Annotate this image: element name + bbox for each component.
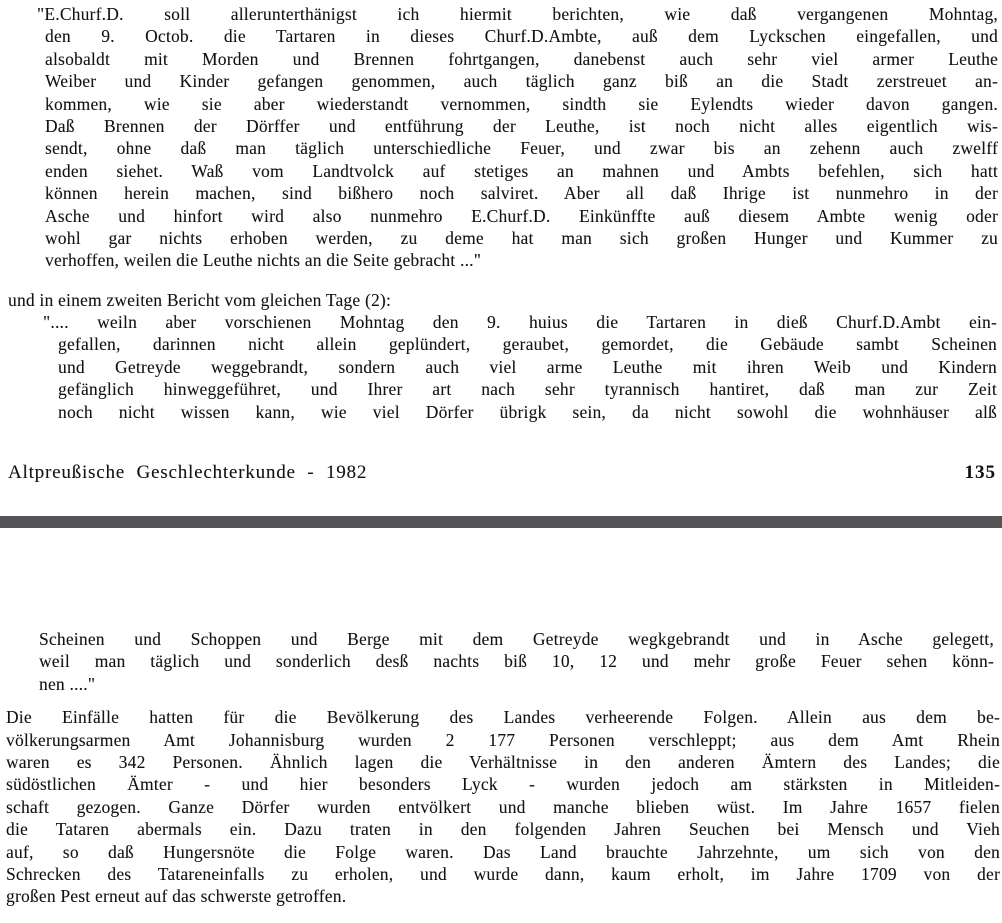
journal-title: Altpreußische Geschlechterkunde - 1982 — [8, 462, 368, 484]
text-line: südöstlichen Ämter - und hier besonders Lyck - wurden jedoch am stärksten in Mitleiden- — [6, 774, 1000, 795]
text-line: großen Pest erneut auf das schwerste getroffen. — [6, 886, 347, 907]
text-line: verhoffen, weilen die Leuthe nichts an die Seite gebracht ..." — [45, 250, 482, 271]
text-line: wohl gar nichts erhoben werden, zu deme hat man sich großen Hunger und Kummer zu — [45, 227, 998, 248]
text-line: schaft gezogen. Ganze Dörfer wurden entvölkert und manche blieben wüst. Im Jahre 1657 fielen — [6, 796, 1000, 817]
text-line: noch nicht wissen kann, wie viel Dörfer übrigk sein, da nicht sowohl die wohnhäuser alß — [58, 401, 997, 422]
text-line: die Tataren abermals ein. Dazu traten in den folgenden Jahren Seuchen bei Mensch und Vieh — [6, 819, 1000, 840]
text-line: nen ...." — [39, 673, 96, 694]
text-line: auf, so daß Hungersnöte die Folge waren. Das Land brauchte Jahrzehnte, um sich von den — [6, 841, 1000, 862]
page-number: 135 — [964, 462, 996, 484]
text-line: Schrecken des Tatareneinfalls zu erholen, und wurde dann, kaum erholt, im Jahre 1709 von der — [6, 863, 1000, 884]
text-line: Daß Brennen der Dörffer und entführung der Leuthe, ist noch nicht alles eigentlich wis- — [45, 115, 998, 136]
text-line: weil man täglich und sonderlich desß nachts biß 10, 12 und mehr große Feuer sehen könn- — [39, 651, 994, 672]
text-line: alsobaldt mit Morden und Brennen fohrtgangen, danebenst auch sehr viel armer Leuthe — [45, 48, 998, 69]
text-line: und in einem zweiten Bericht vom gleichen Tage (2): — [8, 289, 392, 310]
text-line: waren es 342 Personen. Ähnlich lagen die Verhältnisse in den anderen Ämtern des Landes; die — [6, 751, 1000, 772]
text-line: Scheinen und Schoppen und Berge mit dem Getreyde wegkgebrandt und in Asche gelegett, — [39, 629, 994, 650]
text-line: gefänglich hinweggeführet, und Ihrer art nach sehr tyrannisch hantiret, daß man zur Zeit — [58, 379, 997, 400]
text-line: enden siehet. Waß vom Landtvolck auf stetiges an mahnen und Ambts befehlen, sich hatt — [45, 160, 998, 181]
text-line: Weiber und Kinder gefangen genommen, auch täglich ganz biß an die Stadt zerstreuet an- — [45, 71, 998, 92]
page-top-text-section — [0, 0, 1002, 423]
commentary-paragraph — [6, 706, 1000, 908]
text-line: kommen, wie sie aber wiederstandt vernommen, sindth sie Eylendts wieder davon gangen. — [45, 93, 998, 114]
text-line: Asche und hinfort wird also nunmehro E.Churf.D. Einkünffte auß diesem Ambte wenig oder — [45, 205, 998, 226]
report-2-quote — [43, 311, 997, 423]
text-line: gefallen, darinnen nicht allein geplündert, geraubet, gemordet, die Gebäude sambt Scheinen — [58, 334, 997, 355]
text-line: den 9. Octob. die Tartaren in dieses Churf.D.Ambte, auß dem Lyckschen eingefallen, und — [45, 26, 998, 47]
text-line: können herein machen, sind bißhero noch salviret. Aber all daß Ihrige ist nunmehro in der — [45, 183, 998, 204]
page-separator-bar — [0, 516, 1002, 528]
report-2-quote-continuation — [39, 628, 994, 695]
text-line: Die Einfälle hatten für die Bevölkerung des Landes verheerende Folgen. Allein aus dem be- — [6, 707, 1000, 728]
report-1-quote — [37, 3, 998, 272]
text-line: völkerungsarmen Amt Johannisburg wurden 2 177 Personen verschleppt; aus dem Amt Rhein — [6, 729, 1000, 750]
text-line: und Getreyde weggebrandt, sondern auch viel arme Leuthe mit ihren Weib und Kindern — [58, 356, 997, 377]
text-line: "E.Churf.D. soll allerunterthänigst ich hiermit berichten, wie daß vergangenen Mohntag, — [37, 4, 998, 24]
text-line: ".... weiln aber vorschienen Mohntag den 9. huius die Tartaren in dieß Churf.D.Ambt ein- — [43, 312, 997, 333]
text-line: sendt, ohne daß man täglich unterschiedliche Feuer, und zwar bis an zehenn auch zwelff — [45, 138, 998, 159]
page-footer — [0, 460, 1002, 486]
page-bottom-text-section — [0, 528, 1002, 908]
connector-line — [8, 289, 1000, 311]
